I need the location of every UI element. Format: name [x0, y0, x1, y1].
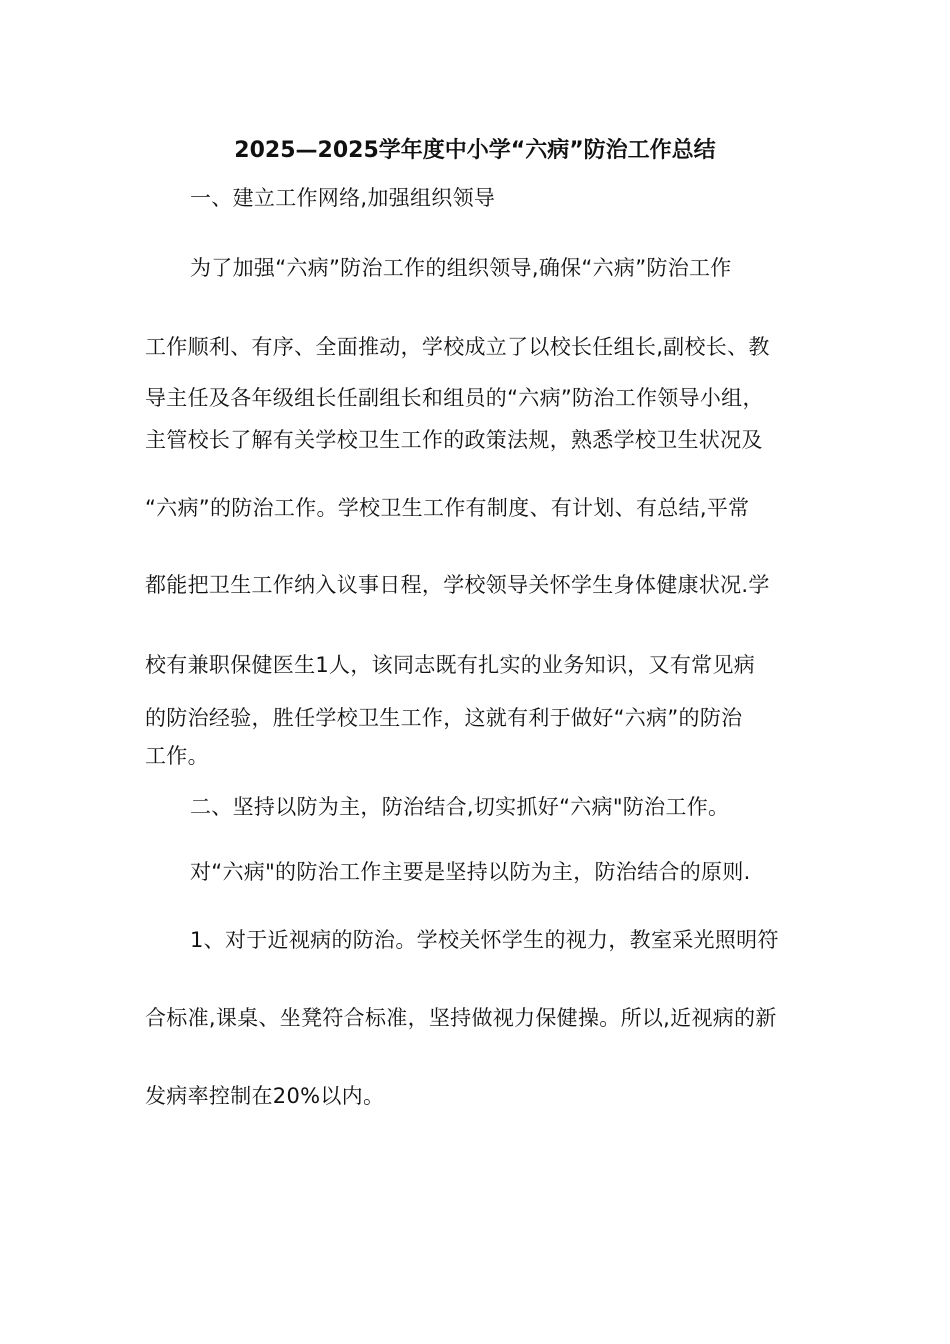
paragraph-line: 校有兼职保健医生1人，该同志既有扎实的业务知识，又有常见病: [145, 653, 756, 677]
section-heading-2: 二、坚持以防为主，防治结合,切实抓好“六病"防治工作。: [190, 795, 730, 819]
paragraph-line: 1、对于近视病的防治。学校关怀学生的视力，教室采光照明符: [190, 928, 779, 952]
paragraph-line: 导主任及各年级组长任副组长和组员的“六病”防治工作领导小组，: [145, 386, 764, 410]
paragraph-line: 对“六病"的防治工作主要是坚持以防为主，防治结合的原则.: [190, 860, 751, 884]
paragraph-line: 合标准,课桌、坐凳符合标准，坚持做视力保健操。所以,近视病的新: [145, 1006, 777, 1030]
document-title: 2025—2025学年度中小学“六病”防治工作总结: [234, 138, 716, 163]
section-heading-1: 一、建立工作网络,加强组织领导: [190, 186, 496, 210]
paragraph-line: 为了加强“六病”防治工作的组织领导,确保“六病”防治工作: [190, 256, 732, 280]
paragraph-line: “六病”的防治工作。学校卫生工作有制度、有计划、有总结,平常: [145, 496, 750, 520]
paragraph-line: 的防治经验，胜任学校卫生工作，这就有利于做好“六病”的防治: [145, 706, 743, 730]
paragraph-line: 都能把卫生工作纳入议事日程，学校领导关怀学生身体健康状况.学: [145, 573, 770, 597]
paragraph-line: 工作。: [145, 744, 209, 768]
paragraph-line: 工作顺利、有序、全面推动，学校成立了以校长任组长,副校长、教: [145, 335, 770, 359]
paragraph-line: 发病率控制在20%以内。: [145, 1084, 385, 1108]
paragraph-line: 主管校长了解有关学校卫生工作的政策法规，熟悉学校卫生状况及: [145, 428, 763, 452]
